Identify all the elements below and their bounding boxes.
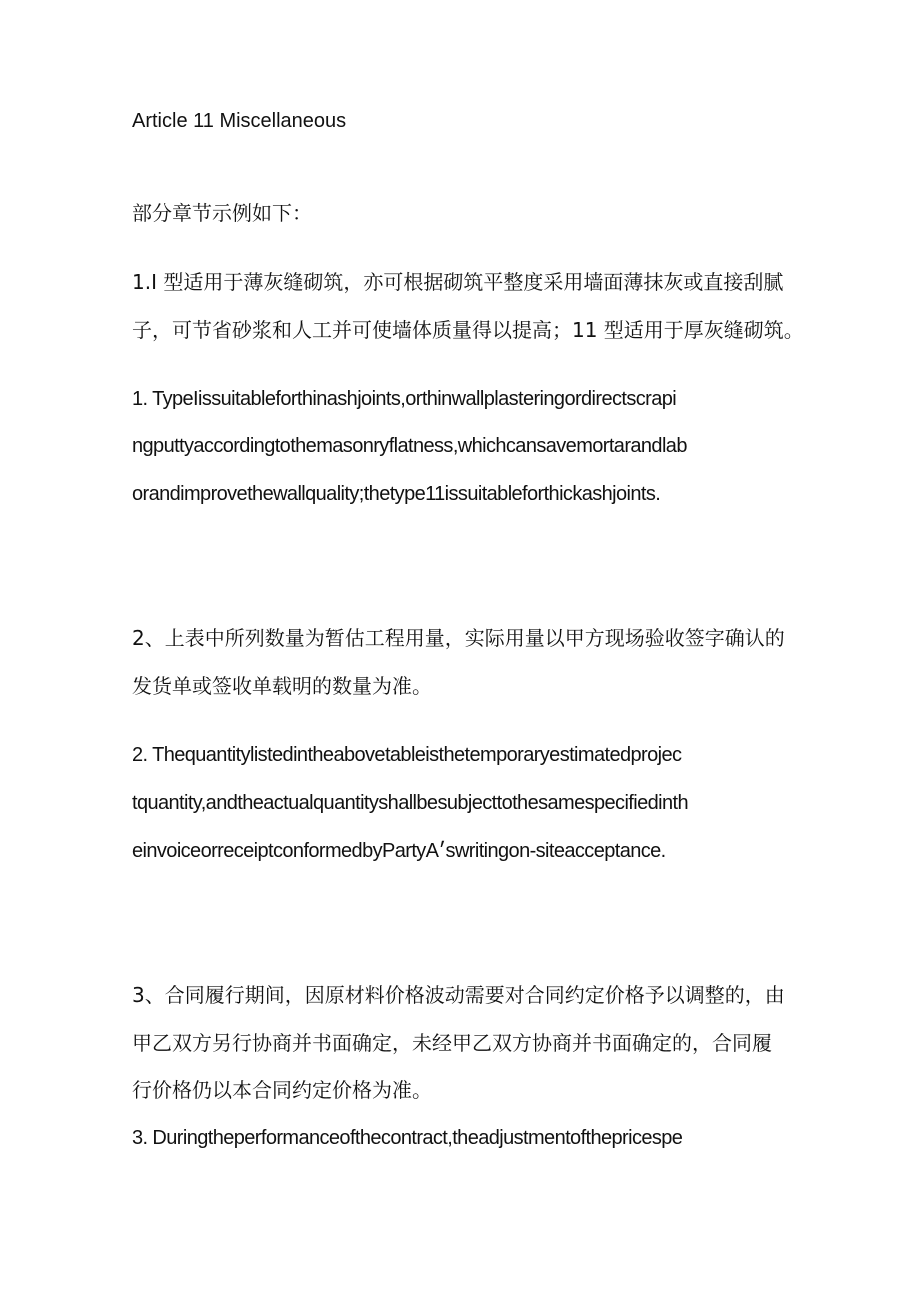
item1-en-line-2: ngputtyaccordingtothemasonryflatness,whichcansavemortarandlab bbox=[132, 435, 687, 457]
item3-cn-line-3: 行价格仍以本合同约定价格为准。 bbox=[132, 1078, 432, 1102]
item2-cn-line-2: 发货单或签收单载明的数量为准。 bbox=[132, 674, 432, 698]
item1-en-line-1: 1. TypeIissuitableforthinashjoints,orthinwallplasteringordirectscrapi bbox=[132, 388, 677, 410]
intro-text: 部分章节示例如下： bbox=[132, 201, 312, 225]
item2-en-line-1: 2. Thequantitylistedintheabovetableisthetemporaryestimatedprojec bbox=[132, 744, 682, 766]
item2-cn-line-1: 2、上表中所列数量为暂估工程用量，实际用量以甲方现场验收签字确认的 bbox=[132, 626, 785, 650]
item1-cn-line-2: 子，可节省砂浆和人工并可使墙体质量得以提高；11 型适用于厚灰缝砌筑。 bbox=[132, 318, 804, 342]
item1-en-line-3: orandimprovethewallquality;thetype11issuitableforthickashjoints. bbox=[132, 483, 661, 505]
item3-en-line-1: 3. Duringtheperformanceofthecontract,theadjustmentofthepricespe bbox=[132, 1127, 683, 1149]
item3-cn-line-1: 3、合同履行期间，因原材料价格波动需要对合同约定价格予以调整的，由 bbox=[132, 983, 785, 1007]
item3-cn-line-2: 甲乙双方另行协商并书面确定，未经甲乙双方协商并书面确定的，合同履 bbox=[132, 1031, 772, 1055]
item2-en-line-3: einvoiceorreceiptconformedbyPartyA׳swritingon-siteacceptance. bbox=[132, 840, 666, 862]
item1-cn-line-1: 1.I 型适用于薄灰缝砌筑，亦可根据砌筑平整度采用墙面薄抹灰或直接刮腻 bbox=[132, 270, 784, 294]
item2-en-line-2: tquantity,andtheactualquantityshallbesubjecttothesamespecifiedinth bbox=[132, 792, 688, 814]
article-heading: Article 11 Miscellaneous bbox=[132, 110, 347, 132]
